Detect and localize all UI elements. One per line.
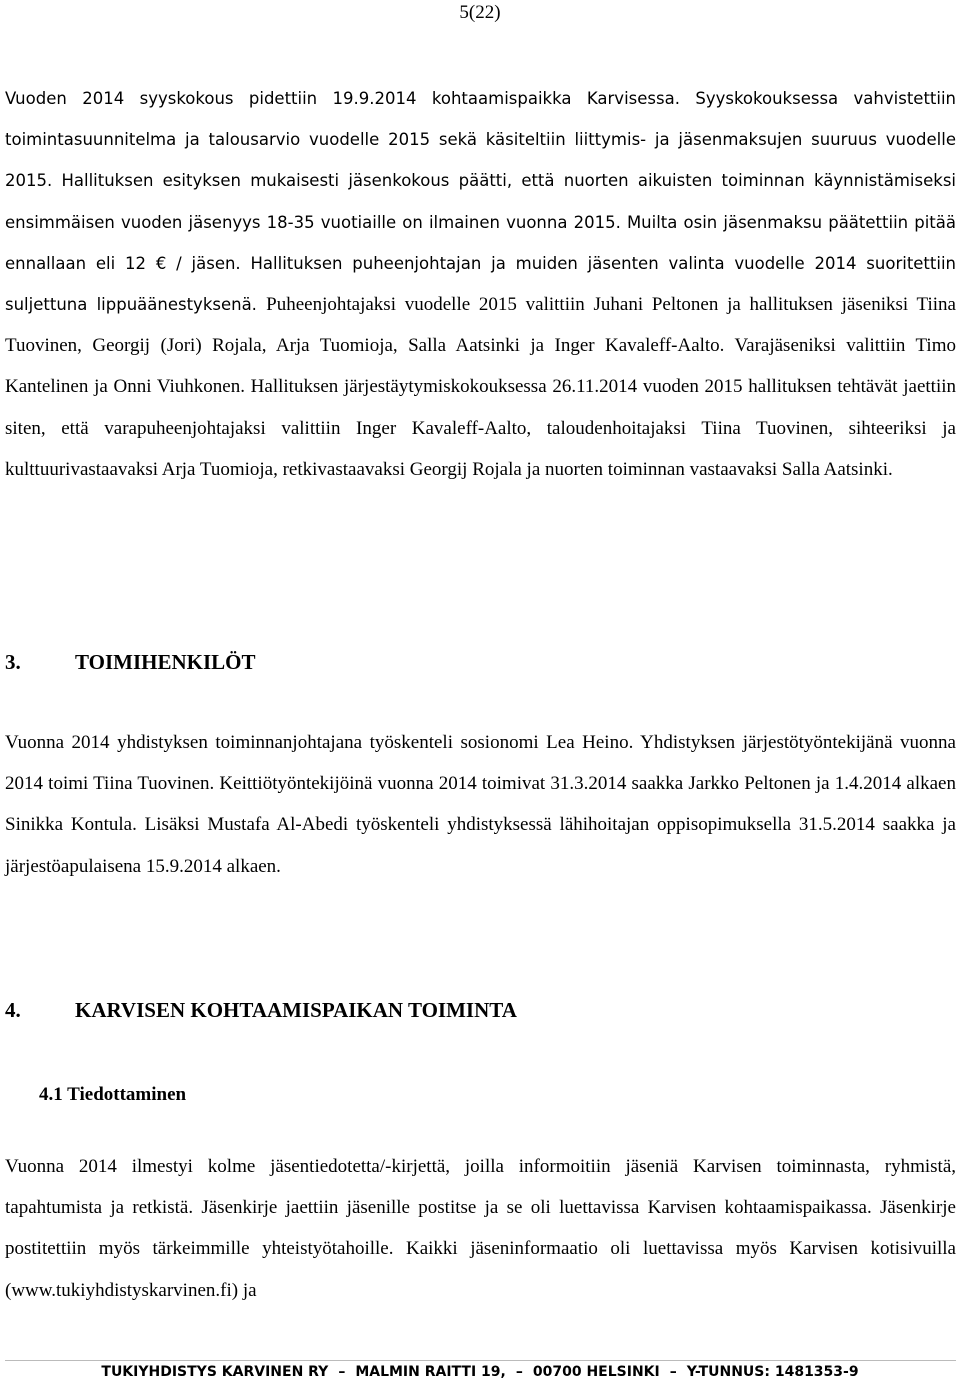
meeting-decisions-sentence: Syyskokouksessa vahvistettiin toimintasuunnitelma ja talousarvio vuodelle 2015 sekä käsiteltiin liittymis- ja jäsenmaksujen suuruus vuodelle 2015. [5, 89, 957, 191]
footer-business-id: Y-TUNNUS: 1481353-9 [686, 1364, 859, 1380]
page-number: 5(22) [459, 2, 501, 23]
footer-address: MALMIN RAITTI 19, [355, 1364, 506, 1380]
section-title: KARVISEN KOHTAAMISPAIKAN TOIMINTA [75, 998, 517, 1022]
communication-paragraph: Vuonna 2014 ilmestyi kolme jäsentiedotetta/-kirjettä, joilla informoitiin jäseniä Karvisen toiminnasta, ryhmistä, tapahtumista ja retkistä. Jäsenkirje jaettiin jäsenille postitse ja se oli luettavissa Karvisen kohtaamispaikassa. Jäsenkirje postitettiin myös tärkeimmille yhteistyötahoille. Kaikki jäseninformaatio oli luettavissa myös Karvisen kotisivuilla (www.tukiyhdistyskarvinen.fi) ja [5, 1156, 956, 1301]
footer-org-name: TUKIYHDISTYS KARVINEN RY [101, 1364, 329, 1380]
footer-divider [5, 1360, 956, 1361]
subsection-heading-communication: 4.1 Tiedottaminen [39, 1084, 187, 1105]
board-election-text: Puheenjohtajaksi vuodelle 2015 valittiin Juhani Peltonen ja hallituksen jäseniksi Tiina Tuovinen, Georgij (Jori) Rojala, Arja Tuomioja, Salla Aatsinki ja Inger Kavaleff-Aalto. Varajäseniksi valittiin Timo Kantelinen ja Onni Viuhkonen. Hallituksen järjestäytymiskokouksessa 26.11.2014 vuoden 2015 hallituksen tehtävät jaettiin siten, että varapuheenjohtajaksi valittiin Inger Kavaleff-Aalto, taloudenhoitajaksi Tiina Tuovinen, sihteeriksi ja kulttuurivastaavaksi Arja Tuomioja, retkivastaavaksi Georgij Rojala ja nuorten toiminnan vastaavaksi Salla Aatsinki. [5, 294, 956, 480]
section-heading-staff [5, 649, 256, 675]
section-number: 3. [5, 650, 21, 674]
footer-postal: 00700 HELSINKI [532, 1364, 660, 1380]
staff-paragraph: Vuonna 2014 yhdistyksen toiminnanjohtajana työskenteli sosionomi Lea Heino. Yhdistyksen järjestötyöntekijänä vuonna 2014 toimi Tiina Tuovinen. Keittiötyöntekijöinä vuonna 2014 toimivat 31.3.2014 saakka Jarkko Peltonen ja 1.4.2014 alkaen Sinikka Kontula. Lisäksi Mustafa Al-Abedi työskenteli yhdistyksessä lähihoitajan oppisopimuksella 31.5.2014 saakka ja järjestöapulaisena 15.9.2014 alkaen. [5, 732, 956, 877]
section-title: TOIMIHENKILÖT [75, 650, 256, 674]
meeting-sentence: Vuoden 2014 syyskokous pidettiin 19.9.2014 kohtaamispaikka Karvisessa. [5, 89, 696, 108]
section-number: 4. [5, 998, 21, 1022]
page-footer: TUKIYHDISTYS KARVINEN RY – MALMIN RAITTI 19, – 00700 HELSINKI – Y-TUNNUS: 1481353-9 [101, 1364, 859, 1380]
section-heading-activities [5, 997, 517, 1023]
membership-fee-text: Hallituksen esityksen mukaisesti jäsenkokous päätti, että nuorten aikuisten toiminnan käynnistämiseksi ensimmäisen vuoden jäsenyys 18-35 vuotiaille on ilmainen vuonna 2015. Muilta osin jäsenmaksu päätettiin pitää ennallaan eli 12 € / jäsen. Hallituksen puheenjohtajan ja muiden jäsenten valinta vuodelle 2014 suoritettiin suljettuna lippuäänestyksenä. [5, 171, 957, 315]
annual-meeting-paragraph [5, 78, 956, 490]
